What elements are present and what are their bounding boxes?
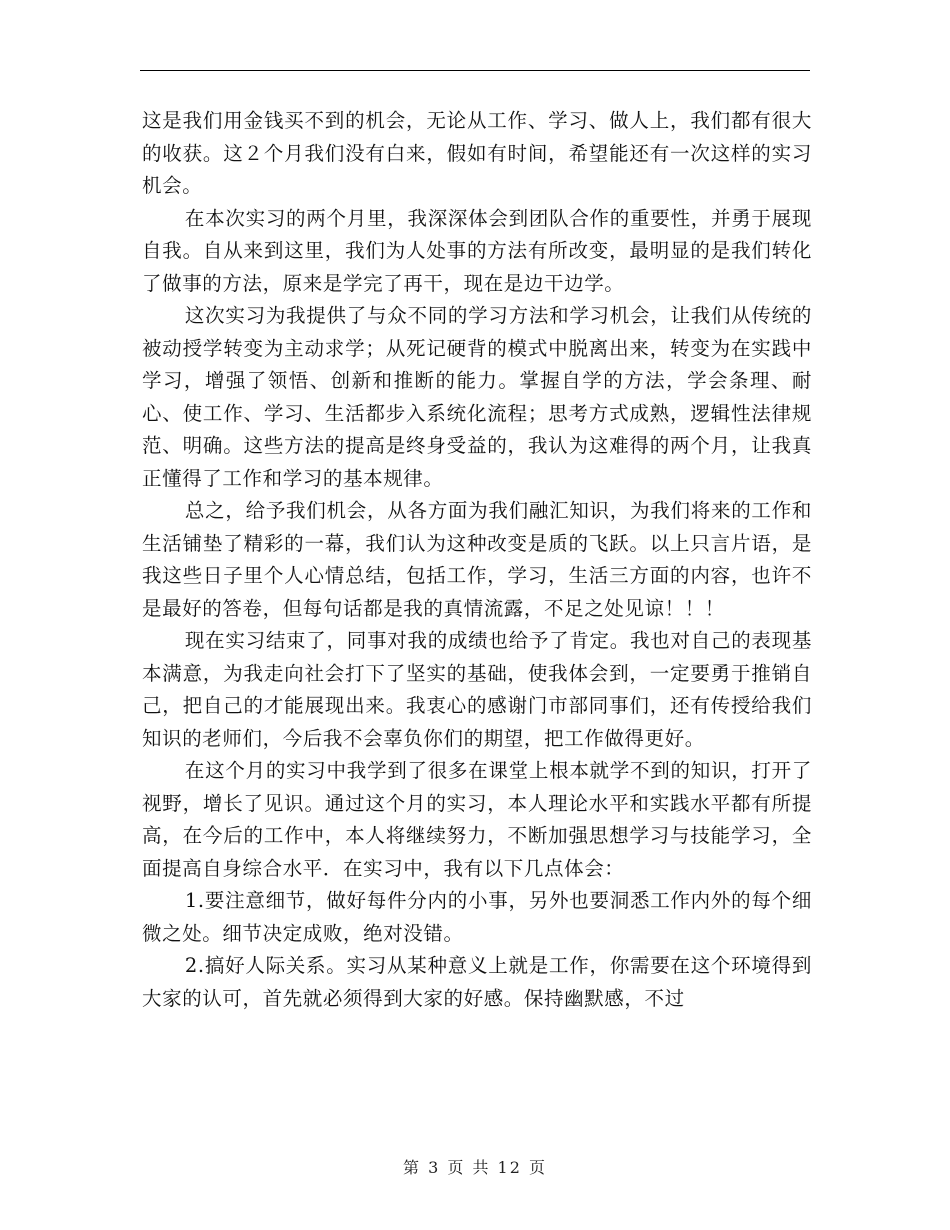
paragraph: 这次实习为我提供了与众不同的学习方法和学习机会，让我们从传统的被动授学转变为主动求学；从死记硬背的模式中脱离出来，转变为在实践中学习，增强了领悟、创新和推断的能力。掌握自学的方法，学会条理、耐心、使工作、学习、生活都步入系统化流程；思考方式成熟，逻辑性法律规范、明确。这些方法的提高是终身受益的，我认为这难得的两个月，让我真正懂得了工作和学习的基本规律。 — [142, 304, 812, 490]
paragraph: 这是我们用金钱买不到的机会，无论从工作、学习、做人上，我们都有很大的收获。这２个月我们没有白来，假如有时间，希望能还有一次这样的实习机会。 — [142, 109, 812, 197]
page-number-footer: 第 3 页 共 12 页 — [403, 1158, 547, 1177]
header-rule — [140, 70, 810, 71]
paragraph: 总之，给予我们机会，从各方面为我们融汇知识，为我们将来的工作和生活铺垫了精彩的一幕，我们认为这种改变是质的飞跃。以上只言片语，是我这些日子里个人心情总结，包括工作，学习，生活三方面的内容，也许不是最好的答卷，但每句话都是我的真情流露，不足之处见谅！！！ — [142, 499, 812, 620]
paragraph: 在本次实习的两个月里，我深深体会到团队合作的重要性，并勇于展现自我。自从来到这里，我们为人处事的方法有所改变，最明显的是我们转化了做事的方法，原来是学完了再干，现在是边干边学。 — [142, 206, 812, 295]
paragraph: 现在实习结束了，同事对我的成绩也给予了肯定。我也对自己的表现基本满意，为我走向社会打下了坚实的基础，使我体会到，一定要勇于推销自己，把自己的才能展现出来。我衷心的感谢门市部同事们，还有传授给我们知识的老师们，今后我不会辜负你们的期望，把工作做得更好。 — [142, 629, 812, 750]
list-item-paragraph: 1.要注意细节，做好每件分内的小事，另外也要洞悉工作内外的每个细微之处。细节决定成败，绝对没错。 — [142, 889, 812, 945]
paragraph: 在这个月的实习中我学到了很多在课堂上根本就学不到的知识，打开了视野，增长了见识。通过这个月的实习，本人理论水平和实践水平都有所提高，在今后的工作中，本人将继续努力，不断加强思想学习与技能学习，全面提高自身综合水平．在实习中，我有以下几点体会： — [142, 759, 812, 880]
list-item-paragraph: 2.搞好人际关系。实习从某种意义上就是工作，你需要在这个环境得到大家的认可，首先就必须得到大家的好感。保持幽默感，不过 — [142, 954, 812, 1010]
document-body — [142, 105, 812, 1015]
